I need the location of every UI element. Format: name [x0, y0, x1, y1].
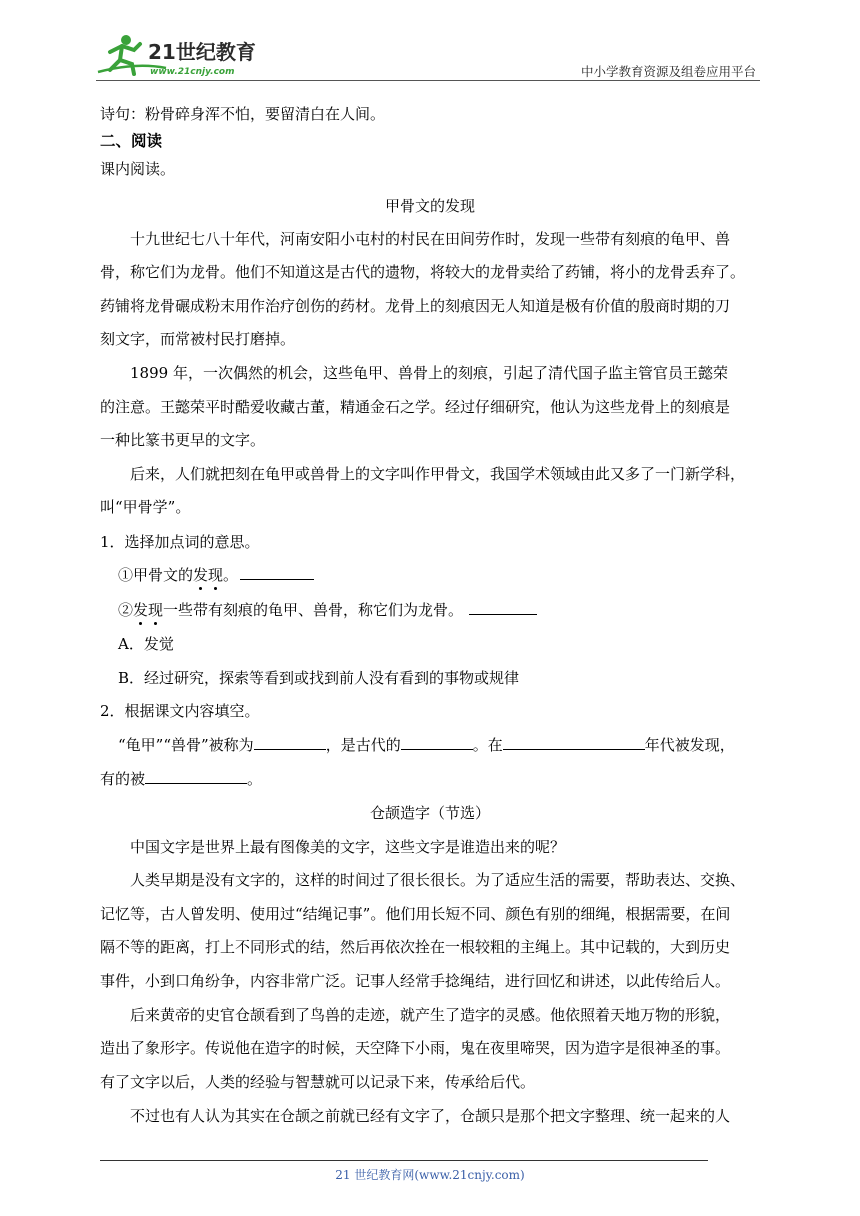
answer-blank[interactable] — [503, 735, 645, 750]
answer-blank[interactable] — [469, 600, 537, 615]
passage2-line: 隔不等的距离，打上不同形式的结，然后再依次拴在一根较粗的主绳上。其中记载的，大到历史 — [100, 938, 731, 956]
emphasis-dot-char: 发 — [133, 601, 149, 619]
passage1-line: 一种比篆书更早的文字。 — [100, 431, 266, 449]
answer-blank[interactable] — [254, 735, 326, 750]
passage2-line: 记忆等，古人曾发明、使用过“结绳记事”。他们用长短不同、颜色有别的细绳，根据需要，在间 — [100, 905, 731, 923]
section-heading: 二、阅读 — [100, 132, 163, 150]
passage1-line: 骨，称它们为龙骨。他们不知道这是古代的遗物，将较大的龙骨卖给了药铺，将小的龙骨丢弃了。 — [100, 263, 746, 281]
question-1-stem: 1．选择加点词的意思。 — [100, 533, 260, 551]
option-a: A．发觉 — [118, 635, 174, 653]
emphasis-dot-char: 发 — [193, 566, 209, 584]
emphasis-dot-char: 现 — [148, 601, 164, 619]
passage1-line: 叫“甲骨学”。 — [100, 498, 191, 516]
emphasis-dot-char: 现 — [208, 566, 224, 584]
question-2-line-1: “龟甲”“兽骨”被称为 ，是古代的 。在 年代被发现， — [118, 736, 735, 754]
passage1-line: 的注意。王懿荣平时酷爱收藏古董，精通金石之学。经过仔细研究，他认为这些龙骨上的刻痕是 — [100, 398, 731, 416]
brand-logo — [96, 32, 266, 78]
passage1-line: 1899 年，一次偶然的机会，这些龟甲、兽骨上的刻痕，引起了清代国子监主管官员王懿荣 — [130, 364, 728, 382]
passage2-line: 后来黄帝的史官仓颉看到了鸟兽的走迹，就产生了造字的灵感。他依照着天地万物的形貌， — [130, 1006, 731, 1024]
header-divider — [96, 80, 760, 81]
platform-name: 中小学教育资源及组卷应用平台 — [580, 64, 756, 79]
question-2-line-2: 有的被 。 — [100, 770, 263, 788]
answer-blank[interactable] — [240, 565, 314, 580]
passage1-title: 甲骨文的发现 — [384, 197, 475, 215]
question-2-stem: 2．根据课文内容填空。 — [100, 702, 260, 720]
page-header — [96, 28, 760, 80]
question-1-item-2: ②发现一些带有刻痕的龟甲、兽骨，称它们为龙骨。 — [118, 600, 537, 620]
passage2-line: 事件，小到口角纷争，内容非常广泛。记事人经常手捻绳结，进行回忆和讲述，以此传给后人。 — [100, 972, 731, 990]
answer-blank[interactable] — [401, 735, 473, 750]
footer-text[interactable]: 21 世纪教育网(www.21cnjy.com) — [335, 1168, 525, 1182]
poem-line: 诗句：粉骨碎身浑不怕，要留清白在人间。 — [100, 105, 386, 123]
passage1-line: 刻文字，而常被村民打磨掉。 — [100, 330, 296, 348]
passage2-title: 仓颉造字（节选） — [369, 804, 490, 822]
passage2-line: 造出了象形字。传说他在造字的时候，天空降下小雨，鬼在夜里啼哭，因为造字是很神圣的事。 — [100, 1039, 731, 1057]
passage2-line: 不过也有人认为其实在仓颉之前就已经有文字了，仓颉只是那个把文字整理、统一起来的人 — [130, 1107, 731, 1125]
passage1-line: 药铺将龙骨碾成粉末用作治疗创伤的药材。龙骨上的刻痕因无人知道是极有价值的殷商时期的刀 — [100, 297, 731, 315]
passage2-line: 有了文字以后，人类的经验与智慧就可以记录下来，传承给后代。 — [100, 1073, 536, 1091]
passage2-line: 人类早期是没有文字的，这样的时间过了很长很长。为了适应生活的需要，帮助表达、交换、 — [130, 871, 746, 889]
svg-text:www.21cnjy.com: www.21cnjy.com — [150, 67, 235, 77]
passage1-line: 十九世纪七八十年代，河南安阳小屯村的村民在田间劳作时，发现一些带有刻痕的龟甲、兽 — [130, 230, 731, 248]
passage2-line: 中国文字是世界上最有图像美的文字，这些文字是谁造出来的呢？ — [130, 838, 566, 856]
option-b: B．经过研究，探索等看到或找到前人没有看到的事物或规律 — [118, 669, 520, 687]
passage1-line: 后来，人们就把刻在龟甲或兽骨上的文字叫作甲骨文，我国学术领域由此又多了一门新学科， — [130, 465, 746, 483]
question-1-item-1: ①甲骨文的发现。 — [118, 565, 314, 585]
footer-divider — [100, 1160, 708, 1161]
intro-text: 课内阅读。 — [100, 160, 176, 178]
answer-blank[interactable] — [145, 769, 247, 784]
svg-text:21世纪教育: 21世纪教育 — [148, 40, 256, 64]
